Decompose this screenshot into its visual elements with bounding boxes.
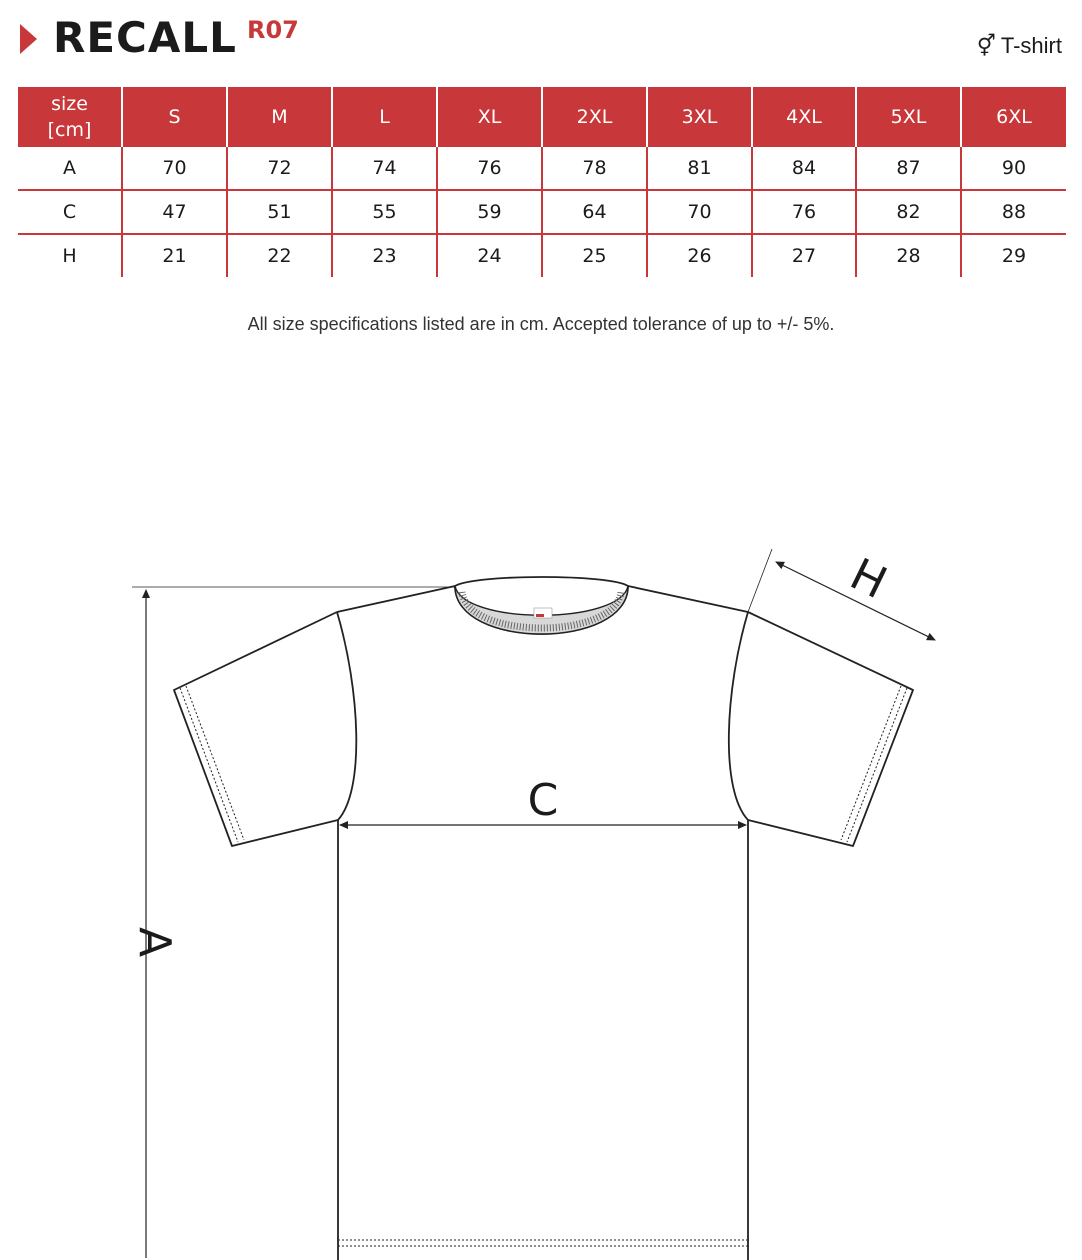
table-cell: 70 [122,147,227,190]
table-cell: 59 [437,190,542,234]
tshirt-measurement-diagram [0,540,1082,1260]
size-column-header: 5XL [856,87,961,147]
dimension-label-a: A [129,926,180,958]
measurement-row-a [18,147,1066,190]
table-cell: 55 [332,190,437,234]
row-label: H [18,234,122,277]
table-cell: 76 [437,147,542,190]
tolerance-note: All size specifications listed are in cm. Accepted tolerance of up to +/- 5%. [247,314,835,334]
table-cell: 78 [542,147,647,190]
size-column-header: 4XL [752,87,856,147]
product-type [977,30,1062,62]
row-label: C [18,190,122,234]
table-cell: 25 [542,234,647,277]
product-code: R07 [247,16,299,44]
table-cell: 51 [227,190,332,234]
table-cell: 29 [1001,245,1027,267]
product-type-label: T-shirt [1000,33,1062,58]
table-cell: 74 [332,147,437,190]
table-cell: 26 [647,234,752,277]
size-column-header: 2XL [542,87,647,147]
table-cell: 84 [752,147,856,190]
measurement-row-h [18,234,1066,277]
table-cell: 22 [227,234,332,277]
table-cell: 28 [856,234,961,277]
dimension-label-c: C [527,775,559,826]
header [0,0,1082,80]
size-corner-label: size [cm] [18,87,122,147]
table-cell: 27 [752,234,856,277]
table-cell: 64 [542,190,647,234]
arrow-right-icon [20,24,37,54]
size-column-header: L [332,87,437,147]
size-column-header: S [122,87,227,147]
table-cell: 72 [227,147,332,190]
table-cell: 82 [856,190,961,234]
size-table [18,87,1066,277]
unisex-icon: ⚥ [976,34,996,58]
table-cell: 88 [961,190,1066,234]
size-column-header: XL [437,87,542,147]
table-cell: 47 [122,190,227,234]
table-cell: 90 [961,147,1066,190]
dimension-label-h: H [842,548,895,610]
table-cell: 21 [122,234,227,277]
product-name: RECALL [53,13,237,62]
size-column-header: 3XL [647,87,752,147]
measurement-row-c [18,190,1066,234]
table-cell: 24 [437,234,542,277]
table-cell: 76 [752,190,856,234]
size-column-header: 6XL [961,87,1066,147]
table-cell: 87 [856,147,961,190]
table-cell: 70 [647,190,752,234]
collar-rib [455,577,628,634]
measurement-lines [132,549,935,1258]
tshirt-outline [174,586,913,1260]
table-cell: 81 [647,147,752,190]
row-label: A [18,147,122,190]
size-column-header: M [227,87,332,147]
table-cell: 23 [332,234,437,277]
size-header-row [18,87,1066,147]
